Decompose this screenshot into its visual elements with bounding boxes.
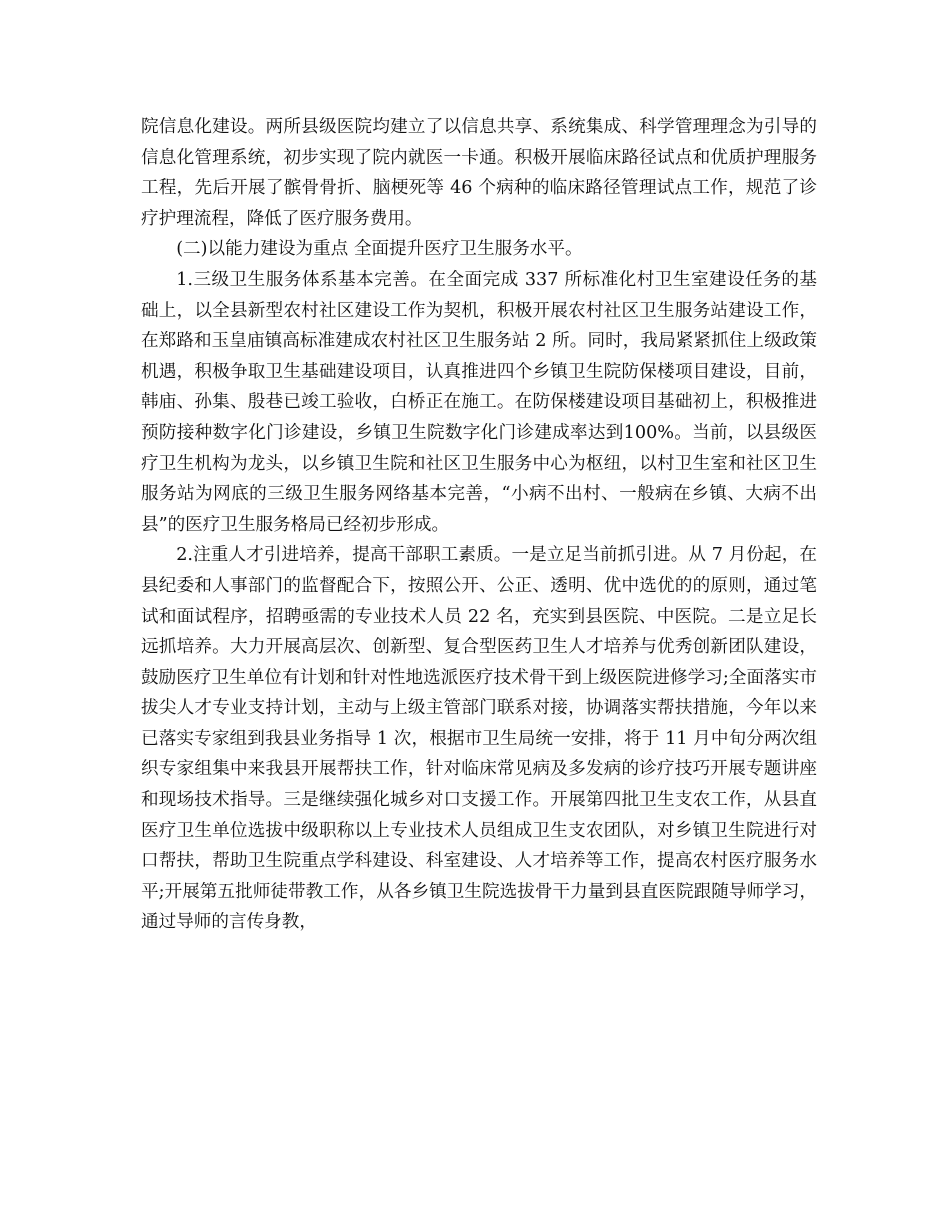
section-heading: (二)以能力建设为重点 全面提升医疗卫生服务水平。 xyxy=(176,239,583,260)
document-body xyxy=(141,112,817,938)
paragraph-talent-training: 2.注重人才引进培养，提高干部职工素质。一是立足当前抓引进。从 7 月份起，在县纪委和人事部门的监督配合下，按照公开、公正、透明、优中选优的的原则，通过笔试和面试程序，招聘亟需的专业技术人员 22 名，充实到县医院、中医院。二是立足长远抓培养。大力开展高层次、创新型、复合型医药卫生人才培养与优秀创新团队建设，鼓励医疗卫生单位有计划和针对性地选派医疗技术骨干到上级医院进修学习;全面落实市拔尖人才专业支持计划，主动与上级主管部门联系对接，协调落实帮扶措施，今年以来已落实专家组到我县业务指导 1 次，根据市卫生局统一安排，将于 11 月中旬分两次组织专家组集中来我县开展帮扶工作，针对临床常见病及多发病的诊疗技巧开展专题讲座和现场技术指导。三是继续强化城乡对口支援工作。开展第四批卫生支农工作，从县直医疗卫生单位选拔中级职称以上专业技术人员组成卫生支农团队，对乡镇卫生院进行对口帮扶，帮助卫生院重点学科建设、科室建设、人才培养等工作，提高农村医疗服务水平;开展第五批师徒带教工作，从各乡镇卫生院选拔骨干力量到县直医院跟随导师学习，通过导师的言传身教， xyxy=(141,545,817,933)
paragraph-continuation: 院信息化建设。两所县级医院均建立了以信息共享、系统集成、科学管理理念为引导的信息化管理系统，初步实现了院内就医一卡通。积极开展临床路径试点和优质护理服务工程，先后开展了髌骨骨折、脑梗死等 46 个病种的临床路径管理试点工作，规范了诊疗护理流程，降低了医疗服务费用。 xyxy=(141,117,817,229)
paragraph-service-system: 1.三级卫生服务体系基本完善。在全面完成 337 所标准化村卫生室建设任务的基础上，以全县新型农村社区建设工作为契机，积极开展农村社区卫生服务站建设工作，在郑路和玉皇庙镇高标准建成农村社区卫生服务站 2 所。同时，我局紧紧抓住上级政策机遇，积极争取卫生基础建设项目，认真推进四个乡镇卫生院防保楼项目建设，目前，韩庙、孙集、殷巷已竣工验收，白桥正在施工。在防保楼建设项目基础初上，积极推进预防接种数字化门诊建设，乡镇卫生院数字化门诊建成率达到100%。当前，以县级医疗卫生机构为龙头，以乡镇卫生院和社区卫生服务中心为枢纽，以村卫生室和社区卫生服务站为网底的三级卫生服务网络基本完善，“小病不出村、一般病在乡镇、大病不出县”的医疗卫生服务格局已经初步形成。 xyxy=(141,269,817,535)
